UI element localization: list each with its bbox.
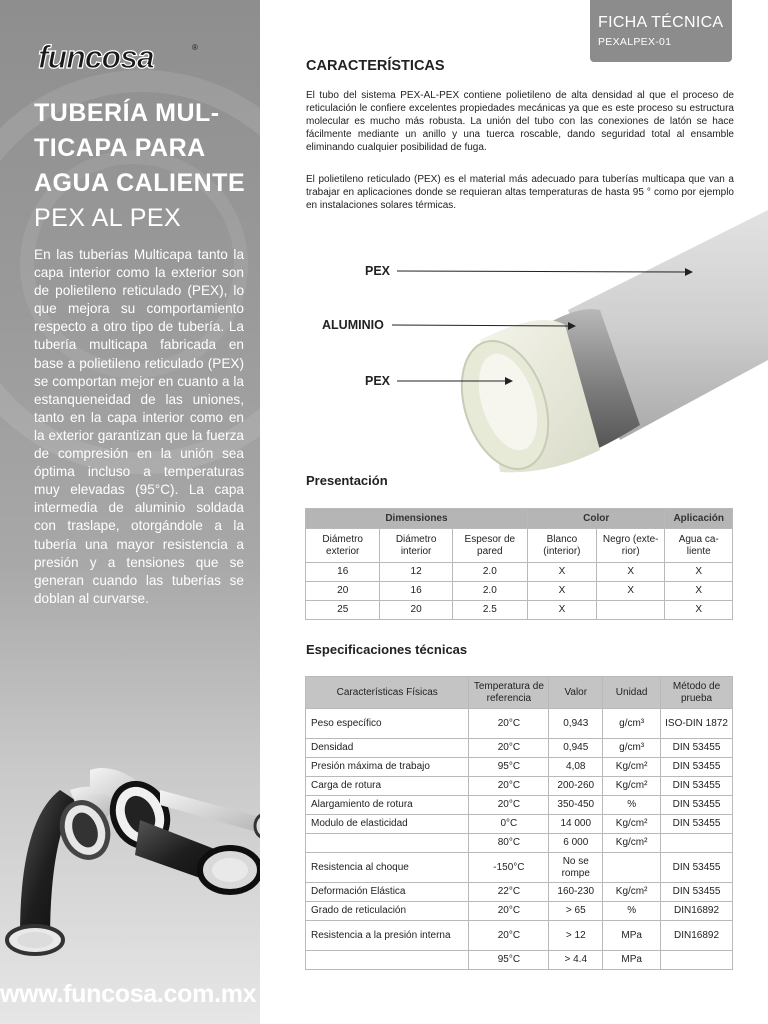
table-cell: ISO-DIN 1872 — [661, 709, 733, 739]
website-url[interactable]: www.funcosa.com.mx — [0, 980, 257, 1008]
column-header: Características Físicas — [306, 677, 469, 709]
column-header: Blanco (interior) — [527, 529, 596, 563]
table-cell: DIN16892 — [661, 902, 733, 921]
table-cell: 350-450 — [549, 796, 603, 815]
table-cell: 20 — [306, 582, 380, 601]
table-row — [306, 758, 733, 777]
table-cell: DIN 53455 — [661, 815, 733, 834]
table-cell: Resistencia a la presión interna — [306, 921, 469, 951]
table-cell: Kg/cm² — [603, 883, 661, 902]
table-cell: > 12 — [549, 921, 603, 951]
section-title-presentacion: Presentación — [306, 473, 388, 488]
table-cell: > 4.4 — [549, 951, 603, 970]
table-cell: > 65 — [549, 902, 603, 921]
table-cell: Kg/cm² — [603, 815, 661, 834]
table-cell: Peso específico — [306, 709, 469, 739]
paragraph-2: El polietileno reticulado (PEX) es el material más adecuado para tuberías multicapa que van a trabajar en aplicaciones donde se requieran altas temperaturas de hasta 95 ° como por ejemplo en instalaciones solares térmicas. — [306, 174, 734, 211]
table-cell: 95°C — [469, 758, 549, 777]
tab-code: PEXALPEX-01 — [598, 36, 672, 48]
svg-text:®: ® — [192, 43, 198, 52]
column-header: Agua ca-liente — [665, 529, 733, 563]
table-cell: DIN 53455 — [661, 758, 733, 777]
title-line: AGUA CALIENTE — [34, 169, 246, 197]
table-cell: 4,08 — [549, 758, 603, 777]
table-cell: Modulo de elasticidad — [306, 815, 469, 834]
table-cell: 2.0 — [452, 563, 527, 582]
table-row — [306, 883, 733, 902]
table-cell — [596, 601, 665, 620]
table-cell: 95°C — [469, 951, 549, 970]
table-cell: Resistencia al choque — [306, 853, 469, 883]
table-cell: 0°C — [469, 815, 549, 834]
brand-logo — [36, 40, 206, 79]
table-row — [306, 902, 733, 921]
table-cell: DIN 53455 — [661, 777, 733, 796]
document-tab — [590, 0, 732, 62]
table-row — [306, 563, 733, 582]
table-cell: Kg/cm² — [603, 834, 661, 853]
table-cell: MPa — [603, 921, 661, 951]
table-cell: Presión máxima de trabajo — [306, 758, 469, 777]
label-pex-outer: PEX — [365, 264, 391, 278]
table-row — [306, 709, 733, 739]
table-cell: X — [665, 582, 733, 601]
table-cell: g/cm³ — [603, 739, 661, 758]
column-header: Valor — [549, 677, 603, 709]
table-cell: 2.5 — [452, 601, 527, 620]
table-cell: 14 000 — [549, 815, 603, 834]
table-cell: X — [527, 601, 596, 620]
table-cell: % — [603, 902, 661, 921]
group-header: Color — [527, 509, 665, 529]
label-aluminio: ALUMINIO — [322, 318, 384, 332]
table-cell: 20°C — [469, 921, 549, 951]
table-cell: g/cm³ — [603, 709, 661, 739]
table-cell: DIN 53455 — [661, 853, 733, 883]
table-cell: % — [603, 796, 661, 815]
table-cell: 25 — [306, 601, 380, 620]
table-cell: Deformación Elástica — [306, 883, 469, 902]
table-cell: 6 000 — [549, 834, 603, 853]
table-cell — [661, 834, 733, 853]
table-cell: 16 — [380, 582, 452, 601]
table-cell: 12 — [380, 563, 452, 582]
table-cell: 0,945 — [549, 739, 603, 758]
section-title-especificaciones: Especificaciones técnicas — [306, 642, 468, 657]
table-cell — [603, 853, 661, 883]
label-pex-inner: PEX — [365, 374, 391, 388]
table-cell: MPa — [603, 951, 661, 970]
tab-title: FICHA TÉCNICA — [598, 14, 724, 31]
column-header: Unidad — [603, 677, 661, 709]
table-cell: Kg/cm² — [603, 758, 661, 777]
table-cell: Grado de reticulación — [306, 902, 469, 921]
table-row — [306, 853, 733, 883]
table-cell: 20°C — [469, 709, 549, 739]
table-cell: 20°C — [469, 777, 549, 796]
presentation-table — [305, 508, 733, 620]
table-cell: X — [527, 563, 596, 582]
table-cell: X — [665, 563, 733, 582]
intro-paragraph: En las tuberías Multicapa tanto la capa interior como la exterior son de polietileno reticulado (PEX), lo que mejora su comportamiento respecto a otro tipo de tubería. La tubería multicapa fabricada en base a polietileno reticulado (PEX) se comportan mejor en cuanto a la estanqueneidad de las uniones, tanto en la capa interior como en la exterior garantizan que la fuerza de compresión en la unión sea óptima incluso a temperaturas muy elevadas (95°C). La capa intermedia de aluminio soldada con traslape, otorgándole a la tubería una mayor resistencia a presión y a tensiones que se generan cuando las tuberías se doblan al curvarse. — [34, 247, 244, 606]
specifications-table — [305, 676, 733, 970]
table-cell — [306, 834, 469, 853]
table-cell: No se rompe — [549, 853, 603, 883]
table-row — [306, 921, 733, 951]
table-cell: 16 — [306, 563, 380, 582]
table-row — [306, 796, 733, 815]
table-cell: Densidad — [306, 739, 469, 758]
section-title-caracteristicas: CARACTERÍSTICAS — [306, 58, 445, 74]
table-cell — [661, 951, 733, 970]
column-header: Diámetro interior — [380, 529, 452, 563]
table-cell: -150°C — [469, 853, 549, 883]
table-cell: 20°C — [469, 796, 549, 815]
table-cell: DIN 53455 — [661, 796, 733, 815]
column-header: Método de prueba — [661, 677, 733, 709]
table-cell — [306, 951, 469, 970]
table-cell: DIN16892 — [661, 921, 733, 951]
table-cell: Alargamiento de rotura — [306, 796, 469, 815]
table-row — [306, 777, 733, 796]
table-cell: X — [596, 582, 665, 601]
table-cell: 22°C — [469, 883, 549, 902]
page-subtitle: PEX AL PEX — [34, 204, 182, 232]
column-header: Negro (exte-rior) — [596, 529, 665, 563]
svg-text:funcosa: funcosa — [38, 40, 154, 74]
table-cell: 200-260 — [549, 777, 603, 796]
table-row — [306, 951, 733, 970]
arrow-pex-outer — [397, 271, 685, 272]
table-cell: 160-230 — [549, 883, 603, 902]
table-cell: X — [596, 563, 665, 582]
table-row — [306, 582, 733, 601]
column-header: Temperatura de referencia — [469, 677, 549, 709]
title-line: TUBERÍA MUL- — [34, 99, 220, 127]
pipes-photo — [0, 760, 260, 960]
table-cell: Kg/cm² — [603, 777, 661, 796]
table-row — [306, 739, 733, 758]
title-line: TICAPA PARA — [34, 134, 206, 162]
table-row — [306, 834, 733, 853]
table-cell: 2.0 — [452, 582, 527, 601]
table-cell: 20°C — [469, 739, 549, 758]
paragraph-1: El tubo del sistema PEX-AL-PEX contiene polietileno de alta densidad al que el proceso de reticulación le confiere excelentes propiedades mecánicas ya que es este proceso su estructura molecular es mucho más robusta. La unión del tubo con las conexiones de latón se hace fácilmente mediante un anillo y una tuerca roscable, dando seguridad total al ensamble eliminando cualquier posibilidad de fuga. — [306, 90, 734, 153]
table-cell: Carga de rotura — [306, 777, 469, 796]
column-header: Diámetro exterior — [306, 529, 380, 563]
table-cell: 20 — [380, 601, 452, 620]
table-cell: X — [665, 601, 733, 620]
group-header: Dimensiones — [306, 509, 528, 529]
table-cell: 0,943 — [549, 709, 603, 739]
table-cell: 80°C — [469, 834, 549, 853]
sidebar — [0, 0, 260, 1024]
table-cell: 20°C — [469, 902, 549, 921]
table-cell: DIN 53455 — [661, 883, 733, 902]
table-cell: DIN 53455 — [661, 739, 733, 758]
table-cell: X — [527, 582, 596, 601]
page-title — [34, 96, 254, 201]
group-header: Aplicación — [665, 509, 733, 529]
column-header: Espesor de pared — [452, 529, 527, 563]
table-row — [306, 601, 733, 620]
table-row — [306, 815, 733, 834]
pipe-layers-diagram — [300, 210, 768, 480]
